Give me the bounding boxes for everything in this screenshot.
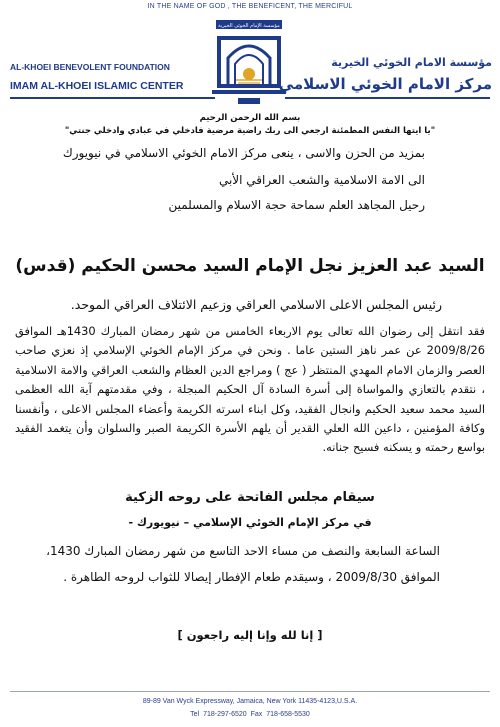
header-divider-left (10, 97, 215, 99)
memorial-place: في مركز الإمام الخوئي الإسلامي – نيويورك - (128, 516, 372, 529)
org-name-ar-center: مركز الامام الخوئي الاسلامي (278, 75, 492, 93)
quran-verse: "يا ايتها النفس المطمئنة ارجعي الى ربك راضية مرضية فادخلي في عبادي وادخلي جنتي" (64, 126, 436, 136)
footer-address: 89-89 Van Wyck Expressway, Jamaica, New York 11435-4123,U.S.A. (142, 698, 358, 705)
closing-phrase: [ إنا لله وإنا إليه راجعون ] (177, 628, 323, 642)
footer-divider (10, 691, 490, 692)
org-name-en-foundation: AL-KHOEI BENEVOLENT FOUNDATION (10, 62, 170, 72)
intro-line-3: رحيل المجاهد العلم سماحة حجة الاسلام والمسلمين (168, 198, 425, 212)
memorial-title: سيقام مجلس الفاتحة على روحه الزكية (125, 490, 375, 505)
deceased-position: رئيس المجلس الاعلى الاسلامي العراقي وزعيم الائتلاف العراقي الموحد. (70, 297, 442, 312)
condolence-paragraph: فقد انتقل إلى رضوان الله تعالى يوم الاربعاء الخامس من شهر رمضان المبارك 1430هـ الموافق 2009/8/26 عن عمر ناهز الستين عاما . ونحن في مركز الإمام الخوئي الإسلامي إذ نعزي صاحب العصر والزمان الامام المهدي المنتظر ( عج ) ومراجع الدين العظام والشعب العراقي والامة الاسلامية ، نتقدم بالتعازي والمواساة إلى أسرة السادة آل الحكيم المبجلة ، وفي مقدمتهم آية الله العظمى السيد محمد سعيد الحكيم وانجال الفقيد، وكل ابناء اسرته الكريمة وأعضاء المجلس الاعلى ، وأنفسنا وكافة المؤمنين ، داعين الله العلي القدير أن يلهم الأسرة الكريمة الصبر والسلوان وأن يتغمد الفقيد بواسع رحمته و يسكنه فسيح جنانه. (15, 324, 485, 455)
org-name-ar-foundation: مؤسسة الامام الخوئي الخيرية (331, 56, 492, 69)
header-divider-right (285, 97, 490, 99)
memorial-time: الساعة السابعة والنصف من مساء الاحد التاسع من شهر رمضان المبارك 1430، (46, 544, 440, 558)
footer-phones: Tel 718-297-6520 Fax 718-658-5530 (190, 711, 310, 718)
memorial-date: الموافق 2009/8/30 ، وسيقدم طعام الإفطار إيصالا للثواب لروحه الطاهرة . (63, 570, 440, 584)
org-name-en-center: IMAM AL-KHOEI ISLAMIC CENTER (10, 80, 184, 92)
basmala: بسم الله الرحمن الرحيم (199, 113, 301, 123)
logo-caption: مؤسسة الإمام الخوئي الخيرية (218, 23, 280, 29)
intro-line-2: الى الامة الاسلامية والشعب العراقي الأبي (218, 173, 425, 187)
intro-line-1: بمزيد من الحزن والاسى ، ينعى مركز الامام الخوئي الاسلامي في نيويورك (62, 146, 425, 160)
deceased-name-title: السيد عبد العزيز نجل الإمام السيد محسن الحكيم (قدس) (15, 256, 485, 276)
invocation-english: IN THE NAME OF GOD , THE BENEFICENT, THE MERCIFUL (147, 3, 353, 10)
